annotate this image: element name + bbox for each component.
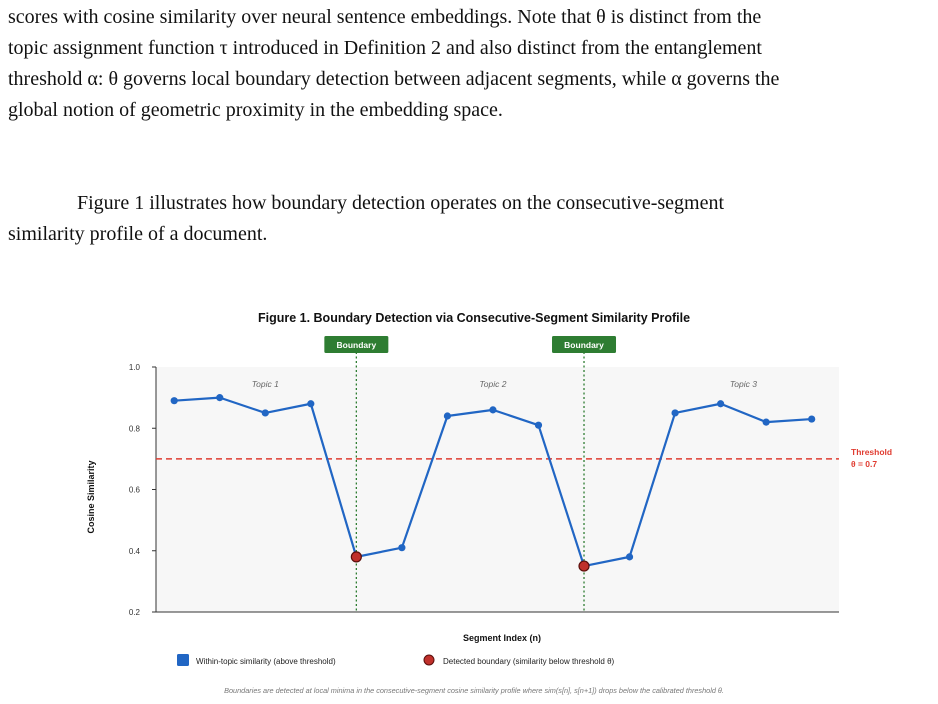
plot-area — [156, 367, 839, 612]
data-point — [262, 409, 269, 416]
legend-boundary-label: Detected boundary (similarity below threshold θ) — [443, 657, 615, 666]
paragraph-line: Figure 1 illustrates how boundary detection operates on the consecutive-segment — [77, 192, 725, 214]
threshold-label: Threshold — [851, 446, 893, 457]
y-tick-label: 0.8 — [128, 424, 140, 434]
data-point — [763, 419, 770, 426]
data-point — [307, 400, 314, 407]
legend-within-swatch — [177, 654, 189, 666]
topic-label: Topic 2 — [479, 379, 507, 389]
y-tick-label: 0.2 — [128, 608, 140, 617]
boundary-point — [351, 552, 361, 562]
paragraph-line: topic assignment function τ introduced in Definition 2 and also distinct from the entanglement — [8, 37, 762, 59]
data-point — [535, 422, 542, 429]
paragraph-line: scores with cosine similarity over neural sentence embeddings. Note that θ is distinct from the — [8, 6, 762, 28]
boundary-badge-label: Boundary — [336, 340, 377, 350]
paragraph-line: similarity profile of a document. — [8, 223, 268, 245]
data-point — [808, 415, 815, 422]
data-point — [717, 400, 724, 407]
boundary-point — [579, 561, 589, 571]
y-axis-label: Cosine Similarity — [86, 460, 96, 534]
y-tick-label: 0.6 — [128, 485, 140, 495]
data-point — [216, 394, 223, 401]
data-point — [626, 553, 633, 560]
legend-within-label: Within-topic similarity (above threshold) — [196, 657, 336, 666]
data-point — [171, 397, 178, 404]
threshold-value-label: θ = 0.7 — [851, 458, 878, 469]
y-tick-label: 1.0 — [128, 363, 140, 372]
paragraph-line: threshold α: θ governs local boundary detection between adjacent segments, while α governs the — [8, 68, 780, 90]
topic-label: Topic 1 — [251, 379, 279, 389]
legend-boundary-marker — [424, 655, 434, 665]
y-tick-label: 0.4 — [128, 546, 140, 556]
y-ticks — [129, 363, 156, 617]
paragraph-line: global notion of geometric proximity in the embedding space. — [8, 99, 503, 121]
topic-label: Topic 3 — [729, 379, 757, 389]
figure-caption: Boundaries are detected at local minima in the consecutive-segment cosine similarity profile where sim(s[n], s[n+1]) drops below the calibrated threshold θ. — [224, 686, 724, 695]
boundary-badge-label: Boundary — [564, 340, 604, 350]
data-point — [489, 406, 496, 413]
data-point — [671, 409, 678, 416]
data-point — [398, 544, 405, 551]
data-point — [444, 412, 451, 419]
chart-title: Figure 1. Boundary Detection via Consecutive-Segment Similarity Profile — [257, 311, 691, 325]
x-axis-label: Segment Index (n) — [462, 633, 542, 643]
